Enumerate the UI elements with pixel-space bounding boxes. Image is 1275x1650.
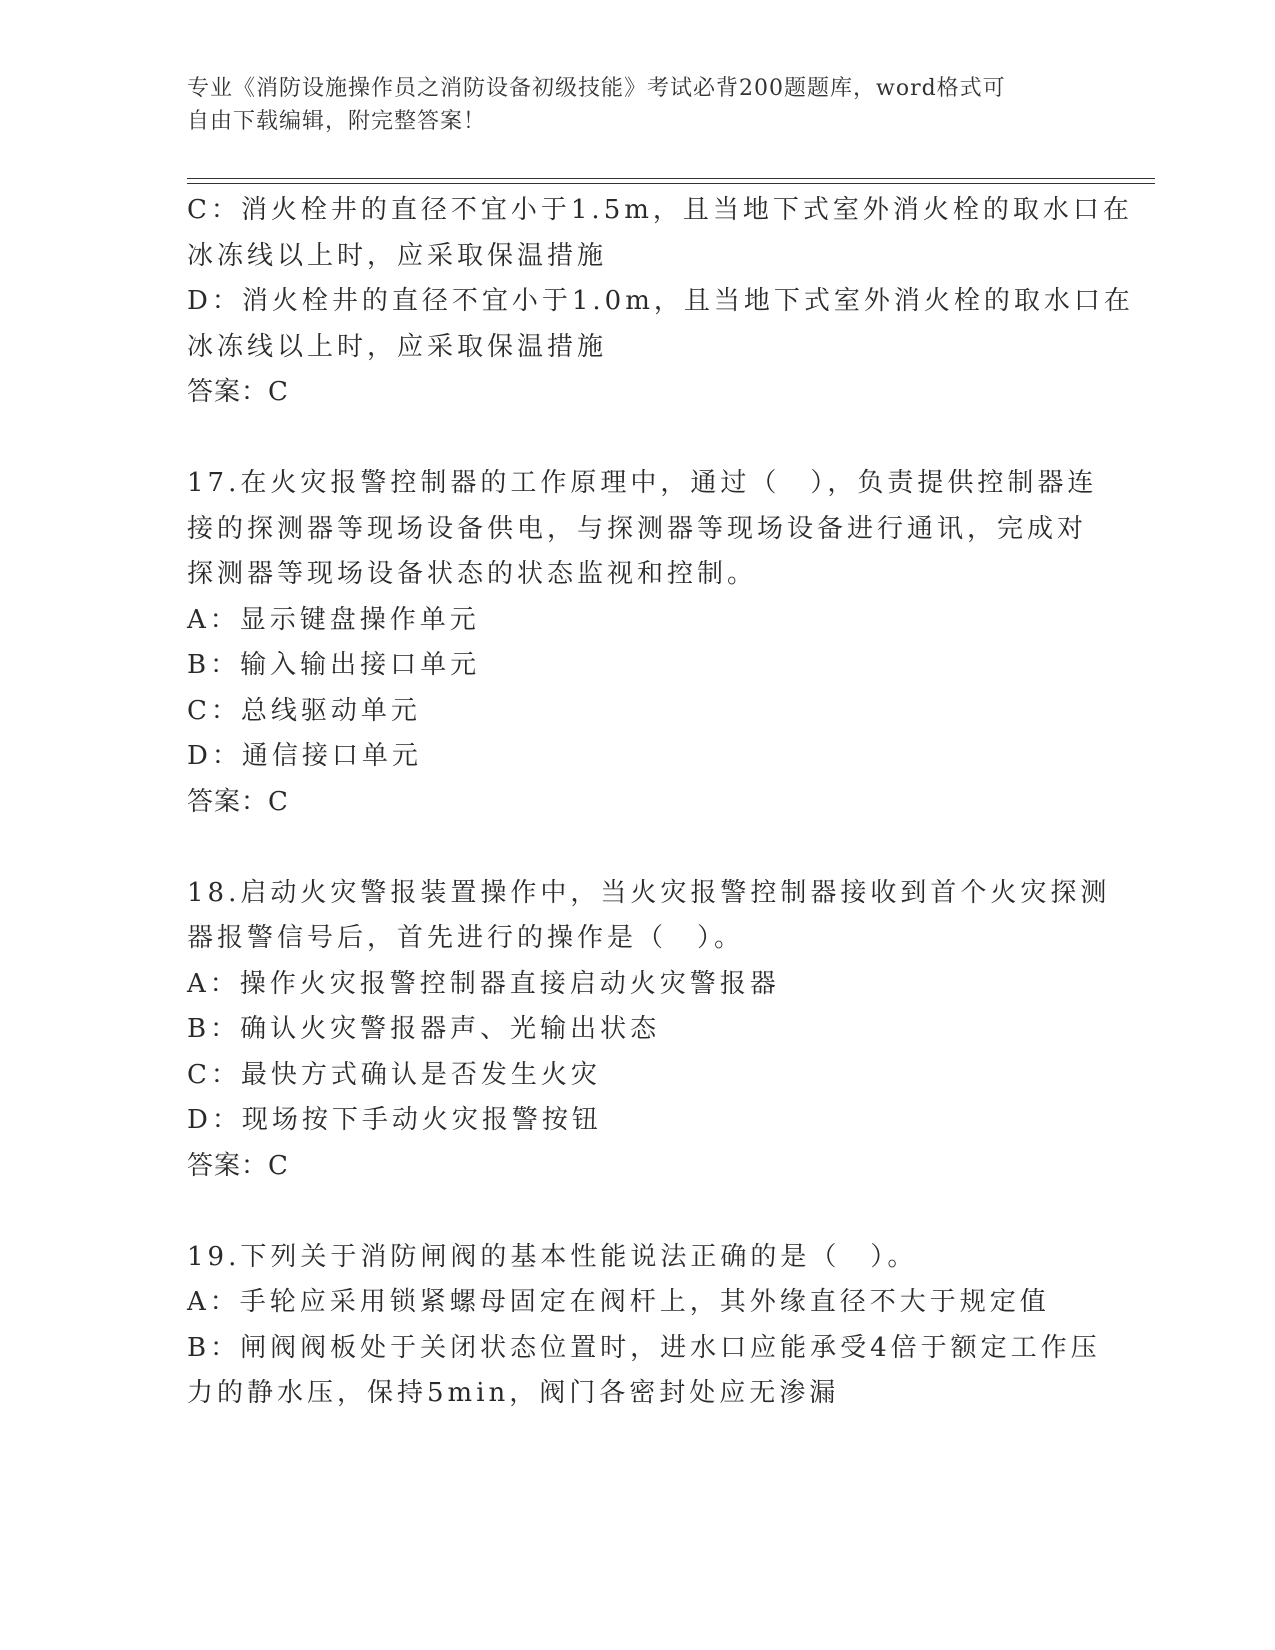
spacer bbox=[187, 825, 1087, 871]
page-header bbox=[187, 72, 1087, 138]
option-c-line-2: 冰冻线以上时，应采取保温措施 bbox=[187, 240, 608, 271]
answer: 答案：C bbox=[187, 1150, 289, 1181]
option-d-line-2: 冰冻线以上时，应采取保温措施 bbox=[187, 331, 608, 362]
option-a: A：手轮应采用锁紧螺母固定在阀杆上，其外缘直径不大于规定值 bbox=[187, 1287, 1050, 1317]
header-line-2: 自由下载编辑，附完整答案！ bbox=[187, 109, 487, 134]
option-d: D：现场按下手动火灾报警按钮 bbox=[187, 1105, 602, 1135]
question-content bbox=[187, 188, 1134, 1417]
header-rule-top bbox=[187, 178, 1155, 179]
header-line-1: 专业《消防设施操作员之消防设备初级技能》考试必背200题题库，word格式可 bbox=[187, 76, 1006, 101]
question-stem-line-1: 19.下列关于消防闸阀的基本性能说法正确的是（ ）。 bbox=[187, 1241, 918, 1272]
option-d-line-1: D：消火栓井的直径不宜小于1.0m，且当地下式室外消火栓的取水口在 bbox=[187, 286, 1134, 316]
option-c: C：最快方式确认是否发生火灾 bbox=[187, 1059, 601, 1090]
spacer bbox=[187, 416, 1087, 462]
option-b: B：输入输出接口单元 bbox=[187, 650, 481, 680]
question-stem-line-2: 器报警信号后，首先进行的操作是（ ）。 bbox=[187, 923, 745, 953]
answer: 答案：C bbox=[187, 377, 289, 407]
question-stem-line-3: 探测器等现场设备状态的状态监视和控制。 bbox=[187, 559, 758, 589]
option-c: C：总线驱动单元 bbox=[187, 695, 421, 726]
question-18 bbox=[187, 871, 1111, 1190]
option-a: A：操作火灾报警控制器直接启动火灾警报器 bbox=[187, 968, 780, 999]
option-b-line-2: 力的静水压，保持5min，阀门各密封处应无渗漏 bbox=[187, 1378, 840, 1408]
option-c-line-1: C：消火栓井的直径不宜小于1.5m，且当地下式室外消火栓的取水口在 bbox=[187, 195, 1133, 225]
question-stem-line-1: 18.启动火灾警报装置操作中，当火灾报警控制器接收到首个火灾探测 bbox=[187, 877, 1111, 908]
spacer bbox=[187, 1189, 1087, 1235]
question-stem-line-1: 17.在火灾报警控制器的工作原理中，通过（ ），负责提供控制器连 bbox=[187, 468, 1098, 498]
option-b-line-1: B：闸阀阀板处于关闭状态位置时，进水口应能承受4倍于额定工作压 bbox=[187, 1332, 1101, 1363]
option-a: A：显示键盘操作单元 bbox=[187, 604, 480, 635]
question-stem-line-2: 接的探测器等现场设备供电，与探测器等现场设备进行通讯，完成对 bbox=[187, 513, 1088, 544]
question-17 bbox=[187, 461, 1098, 825]
header-rule-bottom bbox=[187, 183, 1155, 184]
question-16-tail bbox=[187, 188, 1134, 416]
option-b: B：确认火灾警报器声、光输出状态 bbox=[187, 1014, 661, 1044]
question-19 bbox=[187, 1235, 1101, 1417]
option-d: D：通信接口单元 bbox=[187, 741, 422, 771]
answer: 答案：C bbox=[187, 786, 289, 817]
